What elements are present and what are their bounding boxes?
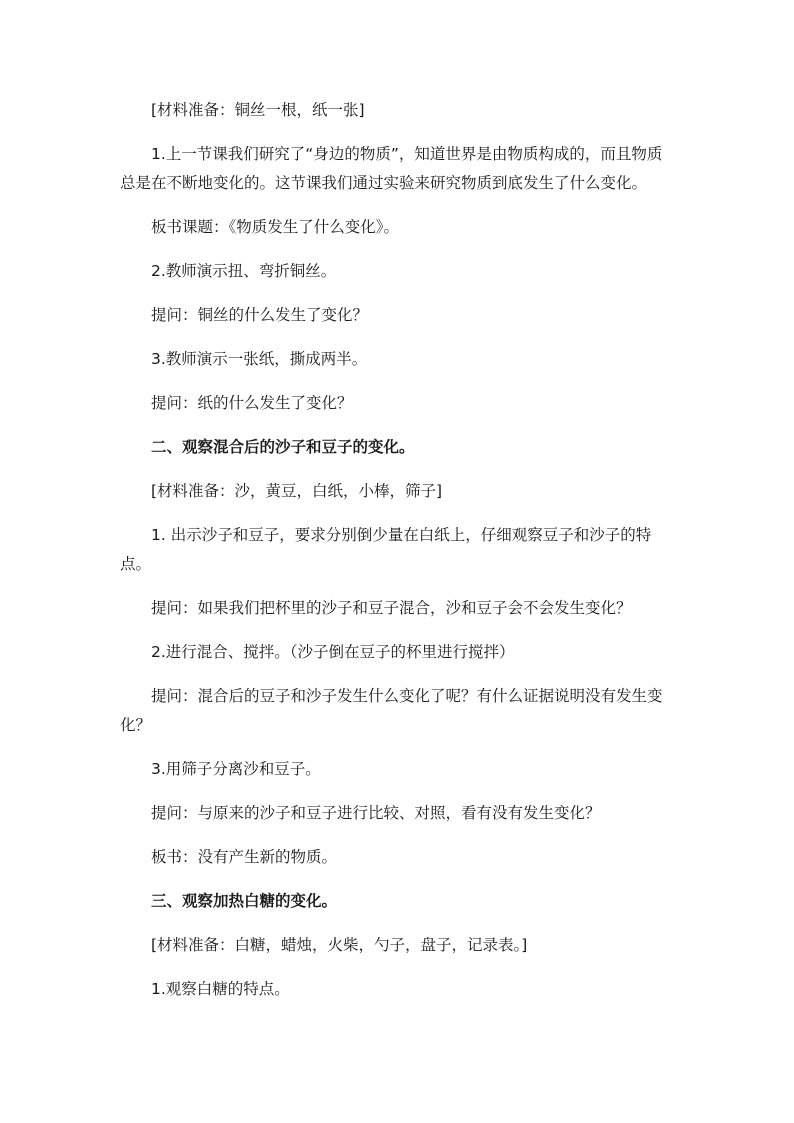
materials-note-sugar: [材料准备：白糖，蜡烛，火柴，勺子，盘子，记录表。]: [151, 936, 528, 954]
step-1-observe-sugar: 1.观察白糖的特点。: [151, 980, 290, 998]
materials-note-copper-paper: [材料准备：铜丝一根，纸一张]: [151, 101, 365, 119]
question-mix: 提问：如果我们把杯里的沙子和豆子混合，沙和豆子会不会发生变化？: [151, 599, 632, 617]
board-title-note: 板书课题：《物质发生了什么变化》。: [151, 218, 400, 236]
step-2-mix-stir: 2.进行混合、搅拌。（沙子倒在豆子的杯里进行搅拌）: [151, 643, 515, 661]
step-3-sieve: 3.用筛子分离沙和豆子。: [151, 760, 321, 778]
board-conclusion-note: 板书：没有产生新的物质。: [151, 848, 338, 866]
document-body: [120, 96, 676, 1019]
step-1-show-sand-beans: 1. 出示沙子和豆子，要求分别倒少量在白纸上，仔细观察豆子和沙子的特点。: [120, 526, 652, 573]
question-copper: 提问：铜丝的什么发生了变化？: [151, 306, 369, 324]
section-heading-heat-sugar: 三、观察加热白糖的变化。: [151, 892, 338, 910]
step-1-introduction: 1.上一节课我们研究了“身边的物质”，知道世界是由物质构成的，而且物质总是在不断地变化的。这节课我们通过实验来研究物质到底发生了什么变化。: [120, 145, 663, 192]
question-paper: 提问：纸的什么发生了变化？: [151, 394, 353, 412]
question-after-mix: 提问：混合后的豆子和沙子发生什么变化了呢？有什么证据说明没有发生变化？: [120, 687, 663, 734]
step-2-copper-demo: 2.教师演示扭、弯折铜丝。: [151, 262, 337, 280]
materials-note-sand-beans: [材料准备：沙，黄豆，白纸，小棒，筛子]: [151, 482, 443, 500]
question-compare: 提问：与原来的沙子和豆子进行比较、对照，看有没有发生变化？: [151, 804, 601, 822]
section-heading-sand-beans: 二、观察混合后的沙子和豆子的变化。: [151, 438, 415, 456]
step-3-paper-demo: 3.教师演示一张纸，撕成两半。: [151, 350, 368, 368]
